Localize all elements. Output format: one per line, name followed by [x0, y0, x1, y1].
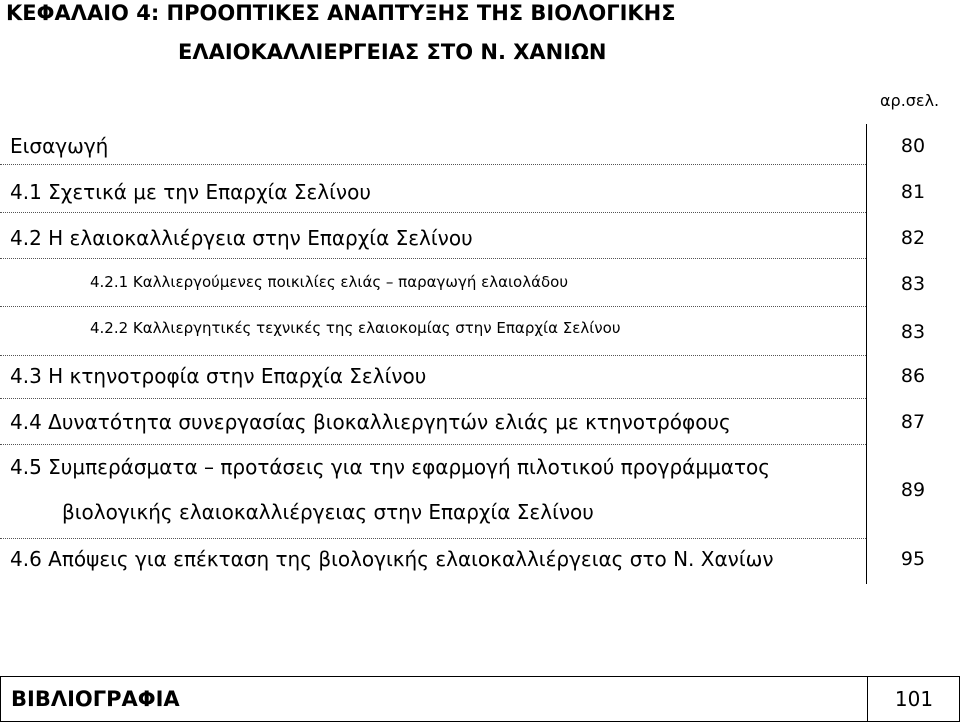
bibliography-page: 101 [867, 677, 960, 721]
toc-entry-page: 80 [900, 135, 926, 157]
toc-subentry-label: 4.2.2 Καλλιεργητικές τεχνικές της ελαιοκομίας στην Επαρχία Σελίνου [90, 319, 621, 337]
chapter-title-line2: ΕΛΑΙΟΚΑΛΛΙΕΡΓΕΙΑΣ ΣΤΟ Ν. ΧΑΝΙΩΝ [178, 40, 607, 64]
toc-entry-label: Εισαγωγή [10, 134, 109, 158]
toc-entry-label-line2: βιολογικής ελαιοκαλλιέργειας στην Επαρχία Σελίνου [62, 500, 594, 524]
row-divider [0, 212, 866, 213]
row-divider [0, 444, 866, 445]
toc-entry-page: 95 [900, 548, 926, 570]
chapter-title-line1: ΚΕΦΑΛΑΙΟ 4: ΠΡΟΟΠΤΙΚΕΣ ΑΝΑΠΤΥΞΗΣ ΤΗΣ ΒΙΟΛΟΓΙΚΗΣ [6, 1, 676, 25]
toc-subentry-label: 4.2.1 Καλλιεργούμενες ποικιλίες ελιάς – παραγωγή ελαιολάδου [90, 273, 569, 291]
toc-entry-label: 4.2 Η ελαιοκαλλιέργεια στην Επαρχία Σελίνου [10, 226, 473, 250]
row-divider [0, 398, 866, 399]
bibliography-label: ΒΙΒΛΙΟΓΡΑΦΙΑ [11, 687, 180, 711]
row-divider [0, 164, 866, 165]
row-divider [0, 538, 866, 539]
toc-entry-page: 83 [900, 273, 926, 295]
toc-entry-page: 82 [900, 227, 926, 249]
page-number-header: αρ.σελ. [880, 91, 940, 110]
toc-entry-page: 89 [900, 479, 926, 501]
toc-entry-label-line1: 4.5 Συμπεράσματα – προτάσεις για την εφαρμογή πιλοτικού προγράμματος [10, 455, 770, 479]
toc-entry-label: 4.1 Σχετικά με την Επαρχία Σελίνου [10, 180, 371, 204]
toc-entry-label: 4.6 Απόψεις για επέκταση της βιολογικής ελαιοκαλλιέργειας στο Ν. Χανίων [10, 547, 774, 571]
toc-entry-label: 4.4 Δυνατότητα συνεργασίας βιοκαλλιεργητών ελιάς με κτηνοτρόφους [10, 410, 731, 434]
toc-entry-page: 83 [900, 321, 926, 343]
bibliography-box [0, 676, 960, 722]
row-divider [0, 258, 866, 259]
toc-entry-page: 86 [900, 365, 926, 387]
toc-entry-page: 81 [900, 181, 926, 203]
row-divider [0, 306, 866, 307]
toc-entry-page: 87 [900, 411, 926, 433]
row-divider [0, 355, 866, 356]
toc-entry-label: 4.3 Η κτηνοτροφία στην Επαρχία Σελίνου [10, 364, 427, 388]
